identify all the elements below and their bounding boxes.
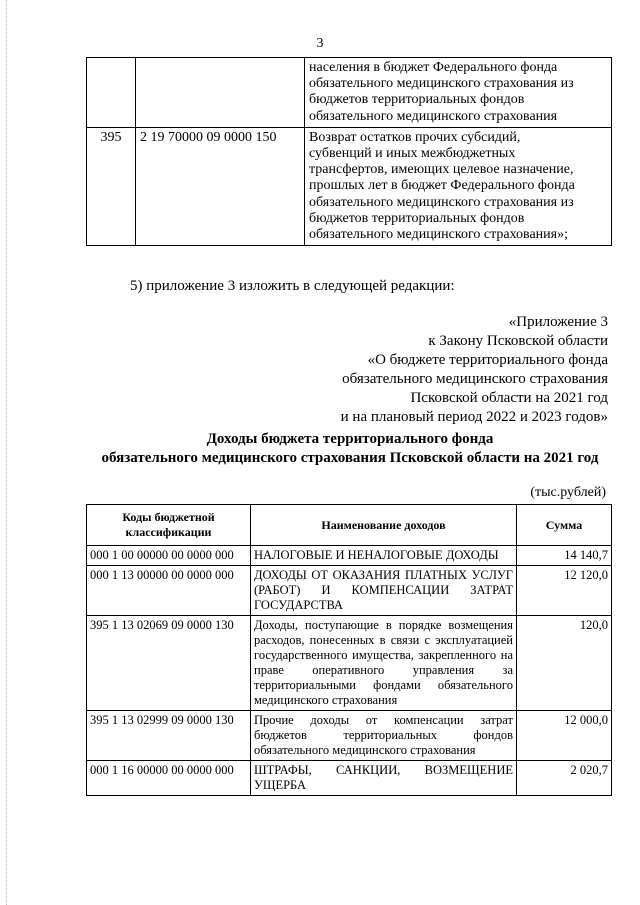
table-cell-code: 2 19 70000 09 0000 150 <box>136 127 305 245</box>
page-number: 3 <box>316 36 324 51</box>
text-line: населения в бюджет Федерального фонда <box>309 60 558 75</box>
table-row <box>87 546 612 566</box>
table-row <box>87 616 612 711</box>
text-line: обязательного медицинского страхования»; <box>309 227 568 243</box>
table-header-row <box>87 505 612 546</box>
text-line: прошлых лет в бюджет Федерального фонда <box>309 178 575 194</box>
table-cell-code <box>136 58 305 128</box>
title-line: обязательного медицинского страхования Псковской области на 2021 год <box>101 450 599 466</box>
table-cell-number <box>87 58 136 128</box>
income-table <box>86 504 612 796</box>
table-cell-description <box>305 58 612 128</box>
text-line: обязательного медицинского страхования из <box>309 194 574 210</box>
annex-line: «О бюджете территориального фонда <box>367 352 608 368</box>
table-cell-description <box>305 127 612 245</box>
table-cell-sum: 2 020,7 <box>517 761 612 796</box>
table-cell-name: ДОХОДЫ ОТ ОКАЗАНИЯ ПЛАТНЫХ УСЛУГ (РАБОТ) И КОМПЕНСАЦИИ ЗАТРАТ ГОСУДАРСТВА <box>251 566 517 616</box>
amendment-paragraph: 5) приложение 3 изложить в следующей редакции: <box>130 278 455 294</box>
annex-line: к Закону Псковской области <box>428 333 608 349</box>
document-title <box>0 430 640 468</box>
text-line: обязательного медицинского страхования из <box>309 76 574 92</box>
table-cell-code: 000 1 00 00000 00 0000 000 <box>87 546 251 566</box>
previous-table-continuation <box>86 57 612 246</box>
table-row <box>87 761 612 796</box>
table-cell-sum: 120,0 <box>517 616 612 711</box>
header-sum: Сумма <box>517 505 612 546</box>
units-label: (тыс.рублей) <box>530 485 606 500</box>
text-line: бюджетов территориальных фондов <box>309 210 525 226</box>
table-row <box>87 127 612 245</box>
table-cell-sum: 12 120,0 <box>517 566 612 616</box>
table-cell-code: 395 1 13 02999 09 0000 130 <box>87 711 251 761</box>
text-line: обязательного медицинского страхования <box>309 108 558 124</box>
table-cell-name: НАЛОГОВЫЕ И НЕНАЛОГОВЫЕ ДОХОДЫ <box>251 546 517 566</box>
table-cell-name: Доходы, поступающие в порядке возмещения расходов, понесенных в связи с эксплуатацией государственного имущества, закрепленного на праве оперативного управления за территориальными фондами обязательного медицинского страхования <box>251 616 517 711</box>
table-cell-sum: 14 140,7 <box>517 546 612 566</box>
table-cell-code: 395 1 13 02069 09 0000 130 <box>87 616 251 711</box>
text-line: трансфертов, имеющих целевое назначение, <box>309 162 574 178</box>
text-line: Возврат остатков прочих субсидий, <box>309 129 521 145</box>
table-cell-name: ШТРАФЫ, САНКЦИИ, ВОЗМЕЩЕНИЕ УЩЕРБА <box>251 761 517 796</box>
table-row <box>87 58 612 128</box>
annex-header <box>268 313 608 427</box>
table-cell-sum: 12 000,0 <box>517 711 612 761</box>
title-line: Доходы бюджета территориального фонда <box>206 431 494 447</box>
annex-line: и на плановый период 2022 и 2023 годов» <box>340 409 608 425</box>
header-codes: Коды бюджетной классификации <box>87 505 251 546</box>
table-cell-name: Прочие доходы от компенсации затрат бюджетов территориальных фондов обязательного медицинского страхования <box>251 711 517 761</box>
table-row <box>87 566 612 616</box>
annex-line: обязательного медицинского страхования <box>342 371 608 387</box>
annex-line: Псковской области на 2021 год <box>410 390 608 406</box>
table-cell-number: 395 <box>87 127 136 245</box>
header-name: Наименование доходов <box>251 505 517 546</box>
table-cell-code: 000 1 13 00000 00 0000 000 <box>87 566 251 616</box>
table-row <box>87 711 612 761</box>
annex-line: «Приложение 3 <box>508 314 608 330</box>
text-line: бюджетов территориальных фондов <box>309 92 525 108</box>
text-line: субвенций и иных межбюджетных <box>309 146 516 162</box>
table-cell-code: 000 1 16 00000 00 0000 000 <box>87 761 251 796</box>
